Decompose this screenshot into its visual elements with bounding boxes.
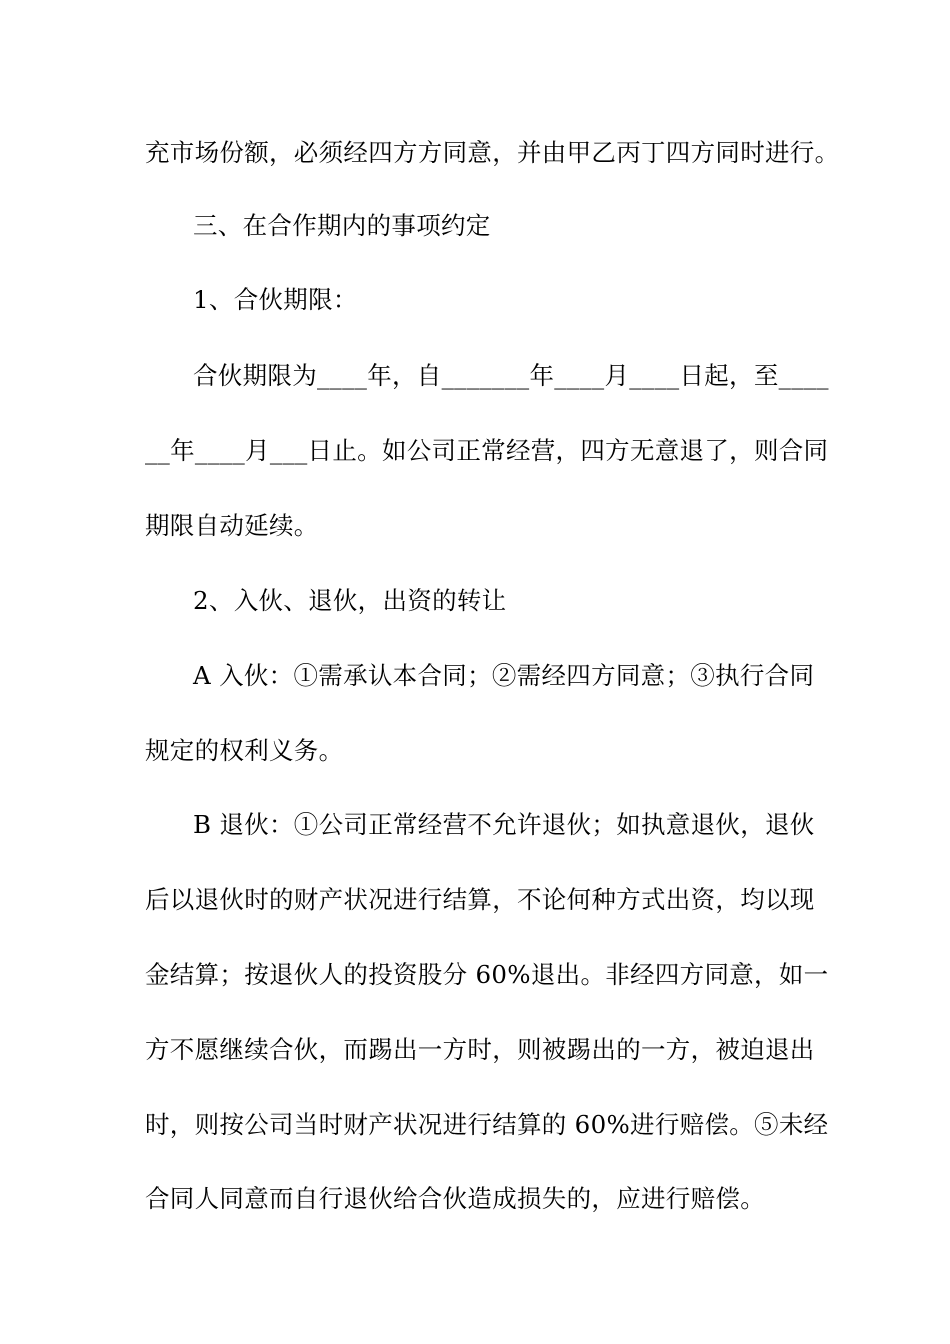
text-line: 合伙期限为____年，自_______年____月____日起，至____ [193,361,829,390]
text-line: A 入伙：①需承认本合同；②需经四方同意；③执行合同 [193,661,815,690]
subsection-heading: 2、入伙、退伙，出资的转让 [193,586,507,615]
text-line: __年____月___日止。如公司正常经营，四方无意退了，则合同 [145,436,829,465]
text-line: 时，则按公司当时财产状况进行结算的 60%进行赔偿。⑤未经 [145,1110,829,1139]
text-line: 方不愿继续合伙，而踢出一方时，则被踢出的一方，被迫退出 [145,1035,815,1064]
subsection-heading: 1、合伙期限： [193,285,358,314]
text-line: 后以退伙时的财产状况进行结算，不论何种方式出资，均以现 [145,885,815,914]
section-heading: 三、在合作期内的事项约定 [193,211,491,240]
text-line: 合同人同意而自行退伙给合伙造成损失的，应进行赔偿。 [145,1184,765,1213]
text-line: 充市场份额，必须经四方方同意，并由甲乙丙丁四方同时进行。 [145,138,840,167]
text-line: B 退伙：①公司正常经营不允许退伙；如执意退伙，退伙 [193,810,815,839]
text-line: 期限自动延续。 [145,511,319,540]
text-line: 金结算；按退伙人的投资股分 60%退出。非经四方同意，如一 [145,960,829,989]
text-line: 规定的权利义务。 [145,736,344,765]
